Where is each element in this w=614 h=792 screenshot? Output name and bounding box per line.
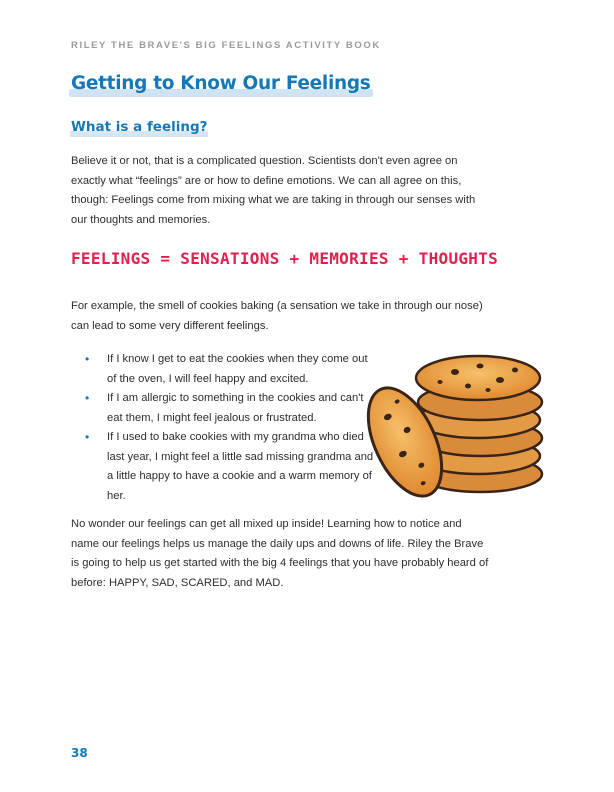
list-item-text: If I know I get to eat the cookies when they come out of the oven, I will feel happy and excited. bbox=[107, 353, 368, 385]
intro-paragraph: Believe it or not, that is a complicated question. Scientists don't even agree on exactly what “feelings” are or how to define emotions. We can all agree on this, though: Feelings come from mixing what we are taking in through our senses with our thoughts and memories. bbox=[71, 155, 476, 226]
feelings-equation: FEELINGS = SENSATIONS + MEMORIES + THOUGHTS bbox=[71, 249, 499, 268]
running-head: RILEY THE BRAVE'S BIG FEELINGS ACTIVITY BOOK bbox=[71, 40, 381, 51]
bullet-icon: • bbox=[85, 352, 90, 366]
section-heading-block bbox=[71, 119, 207, 135]
list-item bbox=[85, 389, 375, 428]
section-heading: What is a feeling? bbox=[71, 119, 208, 135]
list-item bbox=[85, 350, 375, 389]
bullet-icon: • bbox=[85, 391, 90, 405]
page-number: 38 bbox=[71, 746, 88, 760]
feelings-bullet-list bbox=[85, 350, 375, 506]
page-title-block bbox=[71, 73, 371, 94]
list-item-text: If I am allergic to something in the cookies and can't eat them, I might feel jealous or frustrated. bbox=[107, 392, 364, 424]
list-item-text: If I used to bake cookies with my grandma who died last year, I might feel a little sad missing grandma and a little happy to have a cookie and a warm memory of her. bbox=[107, 431, 374, 502]
bullet-icon: • bbox=[85, 430, 90, 444]
list-item bbox=[85, 428, 375, 506]
cookie-stack-icon bbox=[360, 352, 550, 502]
example-paragraph: For example, the smell of cookies baking (a sensation we take in through our nose) can lead to some very different feelings. bbox=[71, 300, 483, 332]
page-title: Getting to Know Our Feelings bbox=[71, 73, 371, 94]
closing-paragraph: No wonder our feelings can get all mixed up inside! Learning how to notice and name our feelings helps us manage the daily ups and downs of life. Riley the Brave is going to help us get started with the big 4 feelings that you have probably heard of before: HAPPY, SAD, SCARED, and MAD. bbox=[71, 518, 489, 589]
